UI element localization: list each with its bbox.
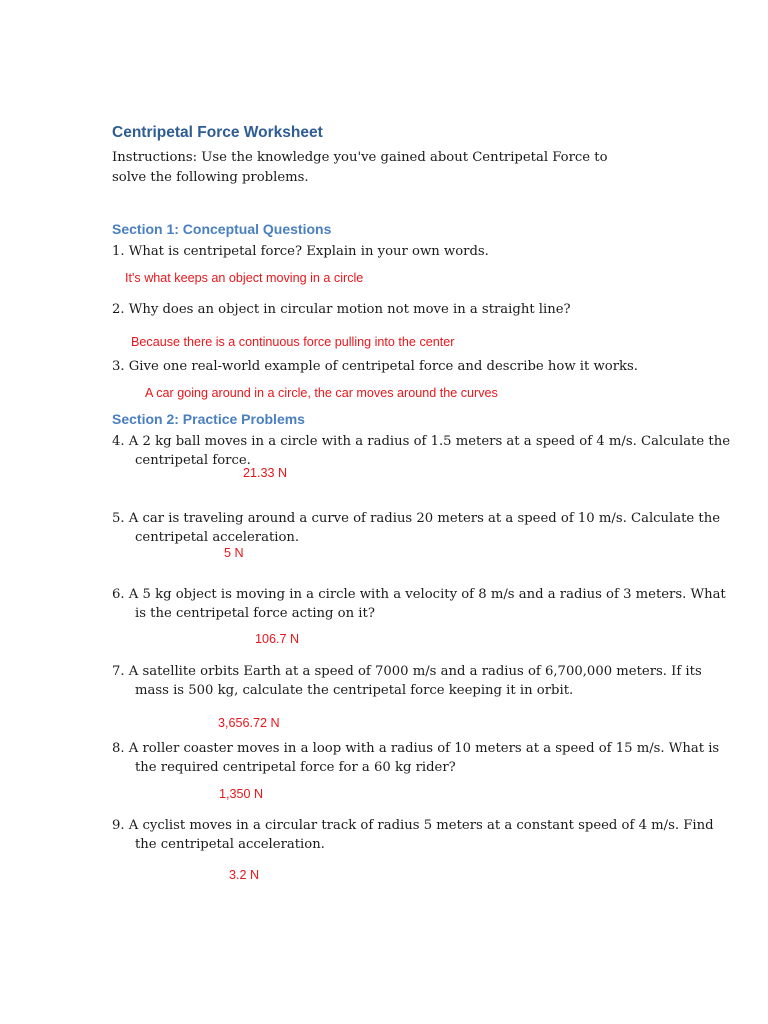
problem-9 — [112, 816, 714, 854]
answer-9: 3.2 N — [229, 868, 260, 882]
question-3: 3. Give one real-world example of centripetal force and describe how it works. — [112, 359, 638, 374]
section-2-heading: Section 2: Practice Problems — [112, 411, 305, 427]
problem-6 — [112, 585, 726, 623]
problem-8 — [112, 739, 719, 777]
answer-3: A car going around in a circle, the car moves around the curves — [145, 386, 498, 400]
answer-5: 5 N — [224, 546, 244, 560]
answer-2: Because there is a continuous force pulling into the center — [131, 335, 455, 349]
problem-4-line-2: centripetal force. — [135, 453, 251, 468]
problem-7-line-1: 7. A satellite orbits Earth at a speed of 7000 m/s and a radius of 6,700,000 meters. If its — [112, 664, 702, 679]
problem-5-line-1: 5. A car is traveling around a curve of radius 20 meters at a speed of 10 m/s. Calculate the — [112, 511, 721, 526]
answer-1: It's what keeps an object moving in a circle — [125, 271, 364, 285]
answer-8: 1,350 N — [219, 787, 264, 801]
problem-6-line-2: is the centripetal force acting on it? — [135, 606, 375, 621]
problem-8-line-1: 8. A roller coaster moves in a loop with a radius of 10 meters at a speed of 15 m/s. What is — [112, 741, 720, 756]
worksheet-title: Centripetal Force Worksheet — [112, 124, 323, 141]
answer-4: 21.33 N — [243, 466, 288, 480]
problem-5-line-2: centripetal acceleration. — [135, 530, 300, 545]
question-2: 2. Why does an object in circular motion not move in a straight line? — [112, 302, 571, 317]
problem-8-line-2: the required centripetal force for a 60 kg rider? — [135, 760, 456, 775]
problem-9-line-2: the centripetal acceleration. — [135, 837, 325, 852]
section-1-heading: Section 1: Conceptual Questions — [112, 221, 332, 237]
instructions-text: Instructions: Use the knowledge you've gained about Centripetal Force to solve the following problems. — [112, 150, 608, 185]
problem-4 — [112, 432, 730, 470]
problem-9-line-1: 9. A cyclist moves in a circular track of radius 5 meters at a constant speed of 4 m/s. Find — [112, 818, 714, 833]
problem-7-line-2: mass is 500 kg, calculate the centripetal force keeping it in orbit. — [135, 683, 574, 698]
problem-4-line-1: 4. A 2 kg ball moves in a circle with a radius of 1.5 meters at a speed of 4 m/s. Calculate the — [112, 434, 731, 449]
problem-7 — [112, 662, 702, 700]
answer-6: 106.7 N — [255, 632, 300, 646]
answer-7: 3,656.72 N — [218, 716, 280, 730]
question-1: 1. What is centripetal force? Explain in your own words. — [112, 244, 489, 259]
problem-5 — [112, 509, 720, 547]
problem-6-line-1: 6. A 5 kg object is moving in a circle with a velocity of 8 m/s and a radius of 3 meters. What — [112, 587, 726, 602]
